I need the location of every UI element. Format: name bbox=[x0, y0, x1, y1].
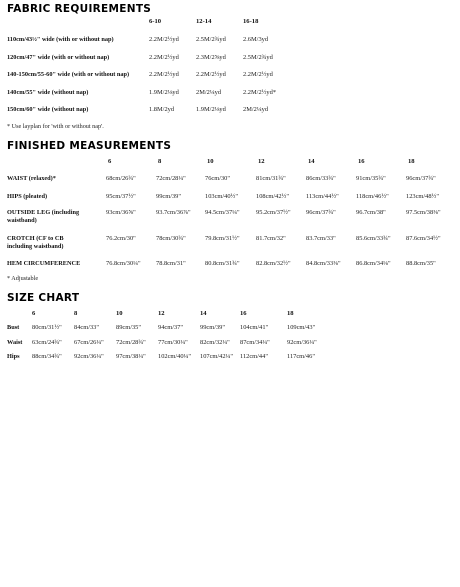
fabric-cell: 2.2M/2½yd bbox=[243, 71, 273, 78]
finished-column-header: 14 bbox=[308, 158, 315, 165]
size-cell: 104cm/41" bbox=[240, 324, 269, 331]
fabric-cell: 2.2M/2½yd bbox=[196, 71, 226, 78]
size-column-header: 18 bbox=[287, 310, 294, 317]
fabric-row-label: 140-150cm/55-60" wide (with or without nap) bbox=[7, 71, 130, 78]
finished-cell: 91cm/35¾" bbox=[356, 175, 386, 182]
size-cell: 72cm/28¾" bbox=[116, 339, 146, 346]
finished-cell: 79.8cm/31½" bbox=[205, 235, 240, 242]
finished-measurements-heading: FINISHED MEASUREMENTS bbox=[7, 140, 172, 152]
finished-cell: 97.5cm/38⅜" bbox=[406, 209, 441, 216]
fabric-note: * Use layplan for 'with or without nap'. bbox=[7, 123, 104, 130]
size-cell: 97cm/38¼" bbox=[116, 353, 146, 360]
finished-cell: 78.8cm/31" bbox=[156, 260, 186, 267]
fabric-column-header: 16-18 bbox=[243, 18, 259, 25]
finished-cell: 96cm/37¾" bbox=[406, 175, 436, 182]
finished-cell: 93.7cm/36⅞" bbox=[156, 209, 191, 216]
size-cell: 94cm/37" bbox=[158, 324, 183, 331]
finished-column-header: 10 bbox=[207, 158, 214, 165]
finished-cell: 118cm/46½" bbox=[356, 193, 389, 200]
fabric-row-label: 120cm/47" wide (with or without nap) bbox=[7, 54, 110, 61]
finished-cell: 76cm/30" bbox=[205, 175, 230, 182]
fabric-cell: 2.2M/2½yd bbox=[149, 36, 179, 43]
size-column-header: 10 bbox=[116, 310, 123, 317]
finished-column-header: 6 bbox=[108, 158, 112, 165]
size-cell: 63cm/24¾" bbox=[32, 339, 62, 346]
finished-cell: 86.8cm/34⅛" bbox=[356, 260, 391, 267]
finished-cell: 94.5cm/37¼" bbox=[205, 209, 240, 216]
finished-cell: 113cm/44½" bbox=[306, 193, 339, 200]
size-cell: 84cm/33" bbox=[74, 324, 99, 331]
finished-row-label: OUTSIDE LEG (including bbox=[7, 209, 80, 216]
size-cell: 109cm/43" bbox=[287, 324, 316, 331]
finished-cell: 95cm/37½" bbox=[106, 193, 136, 200]
size-column-header: 8 bbox=[74, 310, 78, 317]
fabric-cell: 1.9M/2⅛yd bbox=[149, 89, 179, 96]
size-column-header: 16 bbox=[240, 310, 247, 317]
fabric-cell: 2.2M/2½yd bbox=[149, 54, 179, 61]
finished-cell: 68cm/26¾" bbox=[106, 175, 136, 182]
fabric-cell: 2.2M/2½yd* bbox=[243, 89, 277, 96]
fabric-cell: 2.6M/3yd bbox=[243, 36, 269, 43]
finished-cell: 85.6cm/33¾" bbox=[356, 235, 391, 242]
fabric-column-header: 6-10 bbox=[149, 18, 162, 25]
finished-cell: 82.8cm/32½" bbox=[256, 260, 291, 267]
finished-cell: 78cm/30¾" bbox=[156, 235, 186, 242]
size-row-label: Bust bbox=[7, 324, 20, 331]
size-cell: 112cm/44" bbox=[240, 353, 268, 360]
size-cell: 117cm/46" bbox=[287, 353, 315, 360]
finished-note: * Adjustable bbox=[7, 275, 39, 282]
size-column-header: 6 bbox=[32, 310, 36, 317]
finished-cell: 86cm/33¾" bbox=[306, 175, 336, 182]
fabric-cell: 2M/2¼yd bbox=[243, 106, 269, 113]
size-cell: 87cm/34¼" bbox=[240, 339, 270, 346]
finished-cell: 96cm/37¾" bbox=[306, 209, 336, 216]
fabric-requirements-heading: FABRIC REQUIREMENTS bbox=[7, 3, 152, 15]
finished-cell: 83.7cm/33" bbox=[306, 235, 336, 242]
size-cell: 92cm/36¼" bbox=[287, 339, 317, 346]
fabric-cell: 2.5M/2¾yd bbox=[196, 36, 226, 43]
finished-cell: 76.8cm/30¼" bbox=[106, 260, 141, 267]
finished-cell: 81.7cm/32" bbox=[256, 235, 286, 242]
finished-cell: 88.8cm/35" bbox=[406, 260, 436, 267]
finished-cell: 123cm/48½" bbox=[406, 193, 439, 200]
fabric-column-header: 12-14 bbox=[196, 18, 212, 25]
finished-cell: 84.8cm/33⅜" bbox=[306, 260, 341, 267]
finished-cell: 80.8cm/31¾" bbox=[205, 260, 240, 267]
fabric-cell: 1.8M/2yd bbox=[149, 106, 175, 113]
size-cell: 88cm/34¾" bbox=[32, 353, 62, 360]
finished-row-label-continued: waistband) bbox=[7, 217, 37, 224]
finished-row-label: WAIST (relaxed)* bbox=[7, 175, 56, 182]
size-row-label: Waist bbox=[7, 339, 23, 346]
finished-row-label: HEM CIRCUMFERENCE bbox=[7, 260, 81, 267]
fabric-cell: 2.5M/2¾yd bbox=[243, 54, 273, 61]
finished-cell: 87.6cm/34½" bbox=[406, 235, 441, 242]
fabric-cell: 2.2M/2½yd bbox=[149, 71, 179, 78]
finished-column-header: 18 bbox=[408, 158, 415, 165]
finished-cell: 95.2cm/37½" bbox=[256, 209, 291, 216]
finished-row-label-continued: including waistband) bbox=[7, 243, 64, 250]
size-column-header: 14 bbox=[200, 310, 207, 317]
finished-cell: 108cm/42½" bbox=[256, 193, 289, 200]
finished-cell: 76.2cm/30" bbox=[106, 235, 136, 242]
size-cell: 77cm/30¼" bbox=[158, 339, 188, 346]
size-row-label: Hips bbox=[7, 353, 20, 360]
finished-cell: 103cm/40½" bbox=[205, 193, 238, 200]
finished-cell: 72cm/28¼" bbox=[156, 175, 186, 182]
size-cell: 107cm/42¼" bbox=[200, 353, 233, 360]
fabric-cell: 2M/2¼yd bbox=[196, 89, 222, 96]
fabric-row-label: 140cm/55" wide (without nap) bbox=[7, 89, 89, 96]
fabric-cell: 1.9M/2⅛yd bbox=[196, 106, 226, 113]
size-cell: 89cm/35" bbox=[116, 324, 141, 331]
fabric-cell: 2.3M/2⅝yd bbox=[196, 54, 226, 61]
finished-cell: 99cm/39" bbox=[156, 193, 181, 200]
size-cell: 92cm/36¼" bbox=[74, 353, 104, 360]
size-cell: 99cm/39" bbox=[200, 324, 225, 331]
finished-cell: 93cm/36⅝" bbox=[106, 209, 136, 216]
finished-column-header: 16 bbox=[358, 158, 365, 165]
size-cell: 67cm/26¼" bbox=[74, 339, 104, 346]
finished-column-header: 8 bbox=[158, 158, 162, 165]
size-cell: 80cm/31½" bbox=[32, 324, 62, 331]
fabric-row-label: 150cm/60" wide (without nap) bbox=[7, 106, 89, 113]
finished-cell: 81cm/31¾" bbox=[256, 175, 286, 182]
fabric-row-label: 110cm/43½" wide (with or without nap) bbox=[7, 36, 114, 43]
size-column-header: 12 bbox=[158, 310, 165, 317]
size-cell: 82cm/32¼" bbox=[200, 339, 230, 346]
finished-row-label: HIPS (pleated) bbox=[7, 193, 48, 200]
finished-cell: 96.7cm/38" bbox=[356, 209, 386, 216]
finished-column-header: 12 bbox=[258, 158, 265, 165]
finished-row-label: CROTCH (CF to CB bbox=[7, 235, 64, 242]
size-chart-heading: SIZE CHART bbox=[7, 292, 80, 304]
size-cell: 102cm/40¼" bbox=[158, 353, 191, 360]
